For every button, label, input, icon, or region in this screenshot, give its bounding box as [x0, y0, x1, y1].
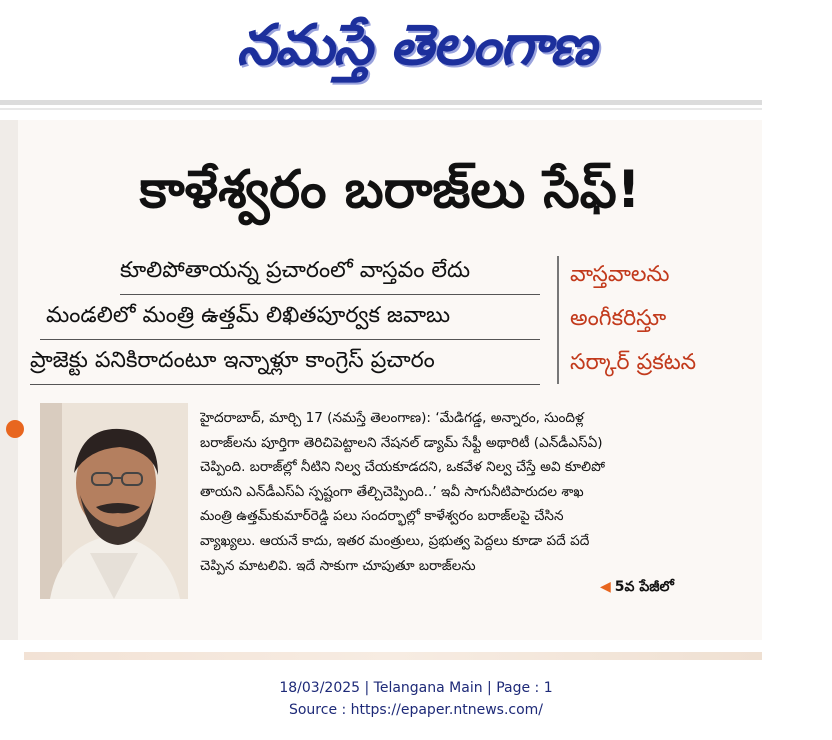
continued-label: 5వ పేజీలో: [614, 579, 674, 595]
masthead-divider-thin: [0, 108, 762, 110]
masthead-logo: నమస్తే తెలంగాణ: [236, 13, 596, 78]
subhead-3: ప్రాజెక్టు పనికిరాదంటూ ఇన్నాళ్లూ కాంగ్రెస్ ప్రచారం: [30, 348, 435, 373]
subhead-divider: [120, 294, 540, 295]
body-line: హైదరాబాద్, మార్చి 17 (నమస్తే తెలంగాణ): ‘మేడిగడ్డ, అన్నారం, సుందిళ్ల: [200, 410, 584, 426]
subhead-2: మండలిలో మంత్రి ఉత్తమ్ లిఖితపూర్వక జవాబు: [46, 303, 451, 328]
minister-photo: [40, 403, 188, 599]
subhead-divider: [30, 384, 540, 385]
body-line: వ్యాఖ్యలు. ఆయనే కాదు, ఇతర మంత్రులు, ప్రభుత్వ పెద్దలు కూడా పదే పదే: [200, 532, 590, 549]
portrait-illustration: [40, 403, 188, 599]
subhead-1: కూలిపోతాయన్న ప్రచారంలో వాస్తవం లేదు: [120, 258, 471, 283]
sidebox-line-3: సర్కార్ ప్రకటన: [570, 350, 697, 375]
article-headline: కాళేశ్వరం బరాజ్‌లు సేఫ్!: [139, 160, 641, 220]
continue-arrow-icon: ◀: [600, 579, 611, 595]
sidebox-line-1: వాస్తవాలను: [570, 262, 670, 287]
body-line: బరాజ్‌లను పూర్తిగా తెరిచిపెట్టాలని నేషనల్ డ్యామ్ సేఫ్టీ అథారిటీ (ఎన్‌డీఎస్‌ఏ): [200, 434, 603, 451]
clipping-bottom-edge: [24, 652, 762, 660]
sidebox-line-2: అంగీకరిస్తూ: [570, 306, 667, 331]
source-link[interactable]: Source : https://epaper.ntnews.com/: [288, 702, 544, 718]
masthead: [0, 0, 832, 100]
subhead-divider: [40, 339, 540, 340]
continued-marker: [600, 579, 674, 598]
body-line: మంత్రి ఉత్తమ్‌కుమార్‌రెడ్డి పలు సందర్భాల్లో కాళేశ్వరం బరాజ్‌లపై చేసిన: [200, 508, 564, 525]
edition-info: 18/03/2025 | Telangana Main | Page : 1: [279, 680, 553, 696]
body-line: చెప్పింది. బరాజ్‌ల్లో నీటిని నిల్వ చేయకూడదని, ఒకవేళ నిల్వ చేస్తే అవి కూలిపో: [200, 459, 605, 476]
bullet-dot-icon: [6, 420, 24, 438]
article-body: [200, 406, 752, 578]
body-line: తాయని ఎన్‌డీఎస్‌ఏ స్పష్టంగా తేల్చిచెప్పింది..’ ఇవీ సాగునీటిపారుదల శాఖ: [200, 483, 584, 500]
body-line: చెప్పిన మాటలివి. ఇదే సాకుగా చూపుతూ బరాజ్‌లను: [200, 557, 476, 574]
sidebox-divider: [557, 256, 559, 384]
masthead-divider: [0, 100, 762, 105]
clipping-edge: [0, 120, 18, 640]
